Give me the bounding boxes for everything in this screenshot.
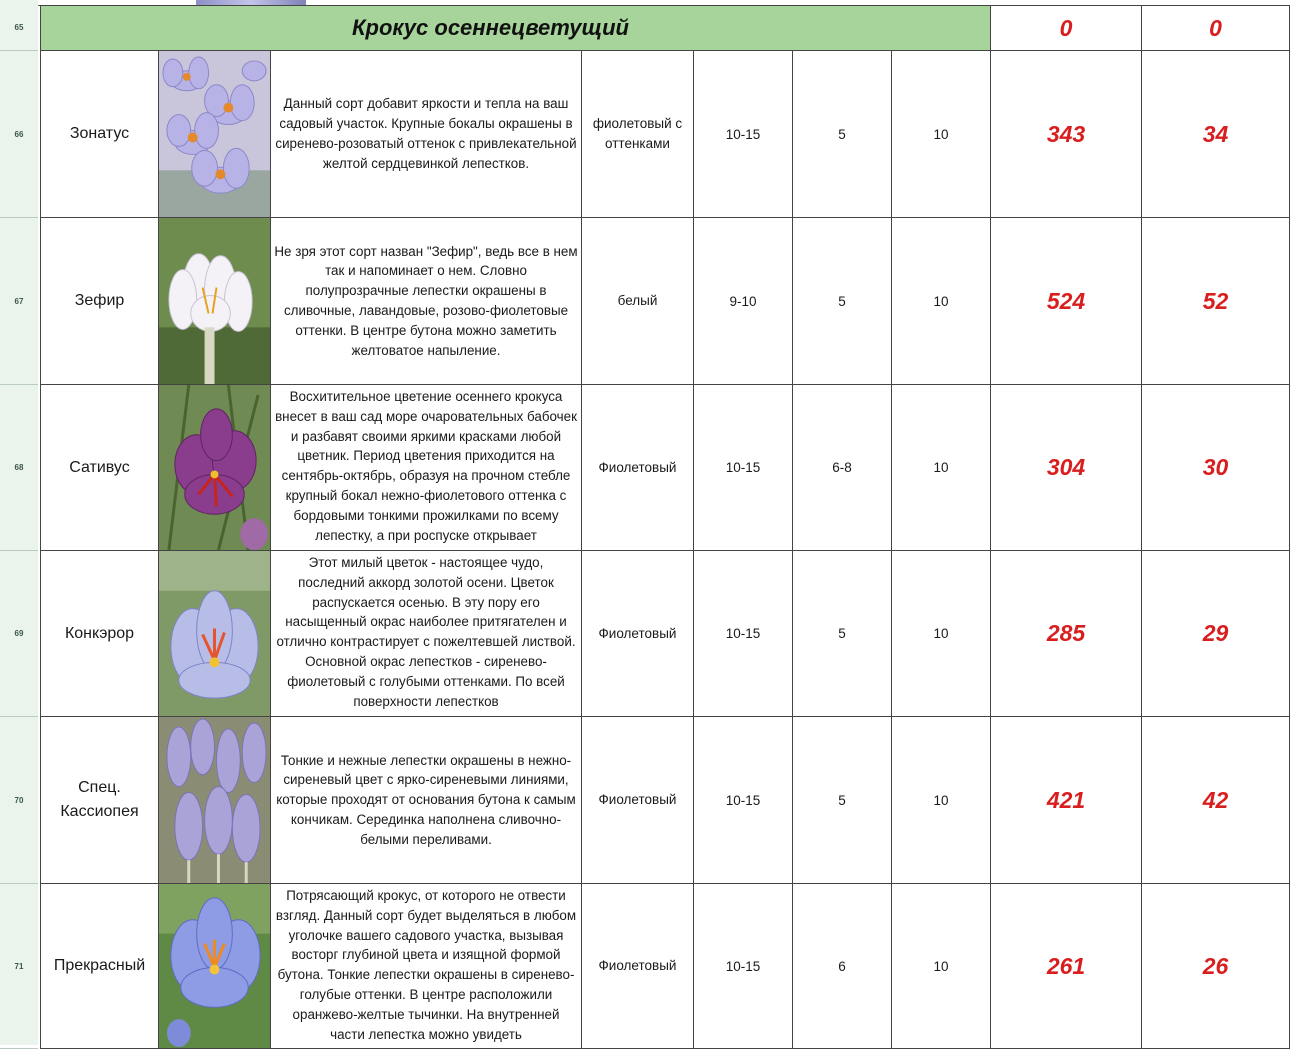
row-number[interactable]: 71 [0, 884, 38, 1049]
category-title[interactable] [40, 5, 990, 51]
price-cell[interactable]: 304 [990, 385, 1141, 551]
discount-cell[interactable]: 30 [1141, 385, 1290, 551]
size-cell[interactable]: 5 [792, 51, 891, 218]
description-cell[interactable]: Восхитительное цветение осеннего крокуса внесет в ваш сад море очаровательных бабочек и разбавят своими яркими красками любой цветник. Период цветения приходится на сентябрь-октябрь, образуя на прочном стебле крупный бокал нежно-фиолетового оттенка с бордовыми тонкими прожилками по всему лепестку, а при роспуске открывает [270, 385, 581, 551]
row-number[interactable]: 66 [0, 51, 38, 218]
color-cell[interactable]: фиолетовый с оттенками [581, 51, 693, 218]
crocus-conqueror-photo [159, 551, 270, 716]
height-cell[interactable]: 10-15 [693, 51, 792, 218]
description-cell[interactable]: Данный сорт добавит яркости и тепла на ваш садовый участок. Крупные бокалы окрашены в сиренево-розоватый оттенок с привлекательной желтой сердцевинкой лепестков. [270, 51, 581, 218]
table-row[interactable] [0, 551, 1290, 717]
crocus-zephyr-photo [159, 218, 270, 384]
row-number[interactable]: 70 [0, 717, 38, 884]
price-cell[interactable]: 261 [990, 884, 1141, 1049]
table-row[interactable] [0, 218, 1290, 385]
variety-name-cell[interactable]: Зефир [40, 218, 158, 385]
price-cell[interactable]: 524 [990, 218, 1141, 385]
size-cell[interactable]: 6-8 [792, 385, 891, 551]
variety-name-cell[interactable]: Прекрасный [40, 884, 158, 1049]
discount-cell[interactable]: 42 [1141, 717, 1290, 884]
color-cell[interactable]: белый [581, 218, 693, 385]
color-cell[interactable]: Фиолетовый [581, 551, 693, 717]
height-cell[interactable]: 10-15 [693, 551, 792, 717]
pack-cell[interactable]: 10 [891, 385, 990, 551]
color-cell[interactable]: Фиолетовый [581, 884, 693, 1049]
table-row[interactable] [0, 717, 1290, 884]
description-cell[interactable]: Не зря этот сорт назван "Зефир", ведь все в нем так и напоминает о нем. Словно полупрозрачные лепестки окрашены в сливочные, лавандовые, розово-фиолетовые оттенки. В центре бутона можно заметить желтоватое напыление. [270, 218, 581, 385]
variety-photo[interactable] [158, 717, 270, 884]
variety-name-cell[interactable]: Сативус [40, 385, 158, 551]
crocus-zonatus-photo [159, 51, 270, 217]
category-title-text: Крокус осеннецветущий [351, 15, 629, 40]
discount-cell[interactable]: 26 [1141, 884, 1290, 1049]
variety-name-cell[interactable]: Конкэрор [40, 551, 158, 717]
category-row[interactable] [0, 5, 1290, 51]
variety-photo[interactable] [158, 51, 270, 218]
table-row[interactable] [0, 884, 1290, 1049]
category-price-cell[interactable]: 0 [990, 5, 1141, 51]
size-cell[interactable]: 5 [792, 218, 891, 385]
description-cell[interactable]: Потрясающий крокус, от которого не отвести взгляд. Данный сорт будет выделяться в любом уголочке вашего садового участка, вызывая восторг глубиной цвета и изящной формой бутона. Тонкие лепестки окрашены в сиренево-голубые оттенки. В центре расположили оранжево-желтые тычинки. На внутренней части лепестка можно увидеть [270, 884, 581, 1049]
pack-cell[interactable]: 10 [891, 551, 990, 717]
price-cell[interactable]: 421 [990, 717, 1141, 884]
size-cell[interactable]: 6 [792, 884, 891, 1049]
color-cell[interactable]: Фиолетовый [581, 717, 693, 884]
crocus-cassiopeia-photo [159, 717, 270, 883]
description-cell[interactable]: Тонкие и нежные лепестки окрашены в нежно-сиреневый цвет с ярко-сиреневыми линиями, которые проходят от основания бутона к самым кончикам. Серединка наполнена сливочно-белыми переливами. [270, 717, 581, 884]
height-cell[interactable]: 10-15 [693, 385, 792, 551]
price-cell[interactable]: 285 [990, 551, 1141, 717]
pack-cell[interactable]: 10 [891, 717, 990, 884]
crocus-sativus-photo [159, 385, 270, 550]
variety-photo[interactable] [158, 218, 270, 385]
discount-cell[interactable]: 52 [1141, 218, 1290, 385]
row-number[interactable]: 65 [0, 5, 38, 51]
variety-name-cell[interactable]: Спец. Кассиопея [40, 717, 158, 884]
description-cell[interactable]: Этот милый цветок - настоящее чудо, последний аккорд золотой осени. Цветок распускается осенью. В эту пору его насыщенный окрас наиболее притягателен и отлично контрастирует с пожелтевшей листвой. Основной окрас лепестков - сиренево-фиолетовый с голубыми оттенками. По всей поверхности лепестков [270, 551, 581, 717]
discount-cell[interactable]: 29 [1141, 551, 1290, 717]
height-cell[interactable]: 10-15 [693, 717, 792, 884]
pack-cell[interactable]: 10 [891, 51, 990, 218]
row-number[interactable]: 67 [0, 218, 38, 385]
discount-cell[interactable]: 34 [1141, 51, 1290, 218]
height-cell[interactable]: 10-15 [693, 884, 792, 1049]
category-discount-cell[interactable]: 0 [1141, 5, 1290, 51]
variety-photo[interactable] [158, 385, 270, 551]
color-cell[interactable]: Фиолетовый [581, 385, 693, 551]
price-cell[interactable]: 343 [990, 51, 1141, 218]
pack-cell[interactable]: 10 [891, 884, 990, 1049]
variety-photo[interactable] [158, 551, 270, 717]
row-number[interactable]: 68 [0, 385, 38, 551]
table-row[interactable] [0, 51, 1290, 218]
size-cell[interactable]: 5 [792, 551, 891, 717]
height-cell[interactable]: 9-10 [693, 218, 792, 385]
size-cell[interactable]: 5 [792, 717, 891, 884]
table-row[interactable] [0, 385, 1290, 551]
row-number[interactable]: 69 [0, 551, 38, 717]
variety-name-cell[interactable]: Зонатус [40, 51, 158, 218]
variety-photo[interactable] [158, 884, 270, 1049]
pack-cell[interactable]: 10 [891, 218, 990, 385]
crocus-speciosus-photo [159, 884, 270, 1048]
